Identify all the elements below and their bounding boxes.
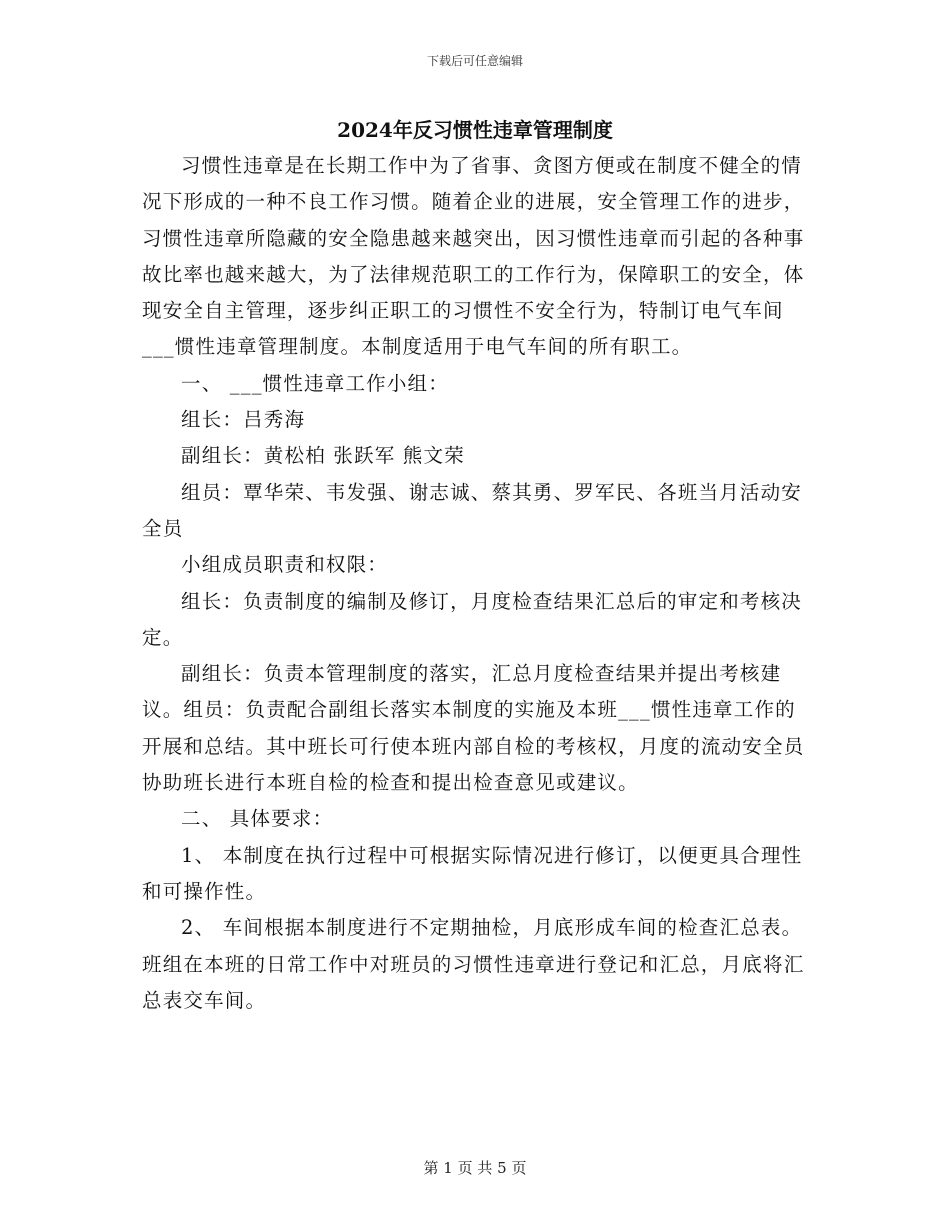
duties-heading: 小组成员职责和权限： — [181, 553, 389, 577]
page-number: 第 1 页 共 5 页 — [423, 1159, 527, 1177]
requirement-2: 2、 车间根据本制度进行不定期抽检，月底形成车间的检查汇总表。班组在本班的日常工作中对班员的习惯性违章进行登记和汇总，月底将汇总表交车间。 — [142, 916, 805, 1012]
requirement-1: 1、 本制度在执行过程中可根据实际情况进行修订，以便更具合理性和可操作性。 — [142, 843, 803, 903]
page-header-note: 下载后可任意编辑 — [426, 54, 523, 68]
deputy-and-member-duties: 副组长：负责本管理制度的落实，汇总月度检查结果并提出考核建议。组员：负责配合副组长落实本制度的实施及本班___惯性违章工作的开展和总结。其中班长可行使本班内部自检的考核权，月度的流动安全员协助班长进行本班自检的检查和提出检查意见或建议。 — [142, 662, 805, 795]
document-body — [142, 148, 810, 1019]
group-members: 组员：覃华荣、韦发强、谢志诚、蔡其勇、罗军民、各班当月活动安全员 — [142, 480, 803, 540]
group-leader: 组长：吕秀海 — [181, 408, 306, 432]
group-deputy-leaders: 副组长：黄松柏 张跃军 熊文荣 — [181, 444, 465, 468]
document-title: 2024年反习惯性违章管理制度 — [337, 118, 613, 142]
paragraph-intro: 习惯性违章是在长期工作中为了省事、贪图方便或在制度不健全的情况下形成的一种不良工作习惯。随着企业的进展，安全管理工作的进步，习惯性违章所隐藏的安全隐患越来越突出，因习惯性违章而引起的各种事故比率也越来越大，为了法律规范职工的工作行为，保障职工的安全，体现安全自主管理，逐步纠正职工的习惯性不安全行为，特制订电气车间___惯性违章管理制度。本制度适用于电气车间的所有职工。 — [142, 154, 805, 359]
leader-duties: 组长：负责制度的编制及修订，月度检查结果汇总后的审定和考核决定。 — [142, 589, 803, 649]
section-heading-requirements: 二、 具体要求： — [181, 807, 334, 831]
section-heading-group: 一、 ___惯性违章工作小组： — [181, 371, 449, 395]
